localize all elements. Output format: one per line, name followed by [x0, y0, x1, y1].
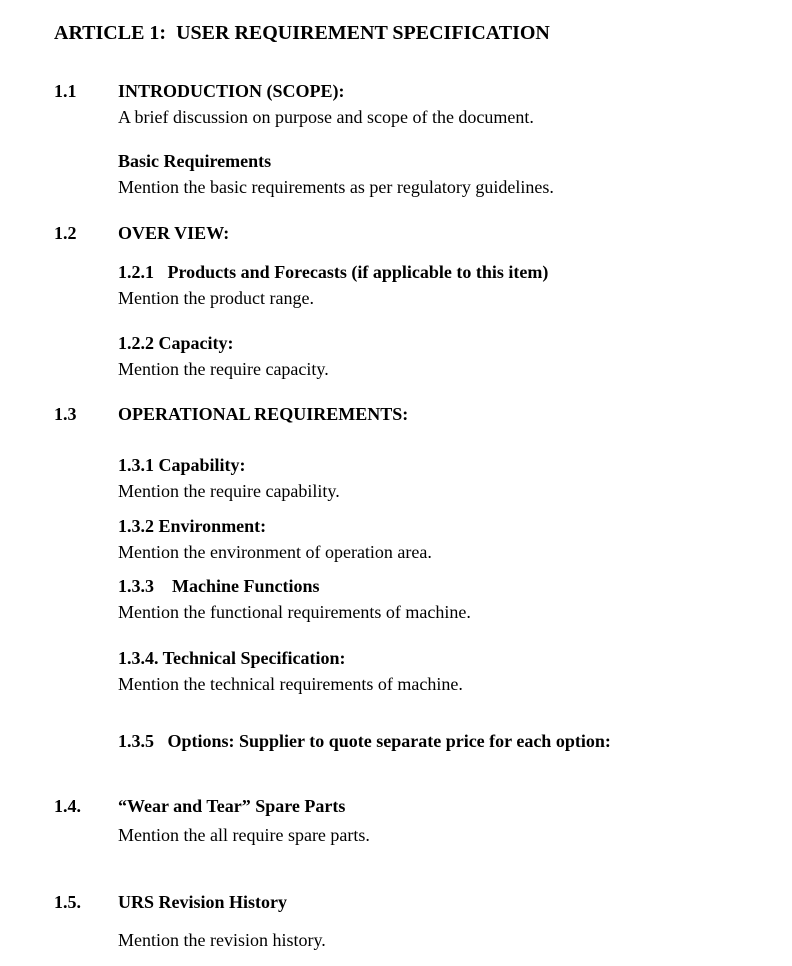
subsection-body: Mention the environment of operation area.	[118, 542, 432, 562]
section-1-4	[54, 793, 762, 819]
subsection-1-3-5	[118, 728, 762, 754]
subsection-heading: 1.3.2 Environment:	[118, 516, 267, 536]
section-number: 1.5.	[54, 892, 81, 912]
section-body: Mention the all require spare parts.	[118, 825, 370, 845]
section-body: Mention the revision history.	[118, 930, 326, 950]
subsection-body: Mention the require capacity.	[118, 359, 329, 379]
document-title: ARTICLE 1: USER REQUIREMENT SPECIFICATION	[54, 22, 550, 44]
subsection-1-3-1	[118, 452, 762, 504]
subsection-1-2-1	[118, 259, 762, 311]
subsection-body: Mention the technical requirements of machine.	[118, 674, 463, 694]
section-1-1	[54, 78, 762, 104]
section-body: A brief discussion on purpose and scope of the document.	[118, 107, 534, 127]
section-number: 1.2	[54, 223, 77, 243]
section-1-3	[54, 401, 762, 427]
subsection-1-2-2	[118, 330, 762, 382]
subsection-1-3-2	[118, 513, 762, 565]
subsection-heading: 1.3.4. Technical Specification:	[118, 648, 346, 668]
section-number: 1.4.	[54, 796, 81, 816]
section-heading: URS Revision History	[118, 892, 288, 912]
subsection-heading: 1.2.1 Products and Forecasts (if applicable to this item)	[118, 262, 549, 282]
subsection-body: Mention the basic requirements as per regulatory guidelines.	[118, 177, 554, 197]
section-number: 1.1	[54, 81, 77, 101]
subsection-basic-requirements	[118, 148, 762, 200]
subsection-1-3-4	[118, 645, 762, 697]
subsection-heading: Basic Requirements	[118, 151, 272, 171]
section-heading: OPERATIONAL REQUIREMENTS:	[118, 404, 409, 424]
section-1-5	[54, 889, 762, 915]
section-1-2	[54, 220, 762, 246]
section-number: 1.3	[54, 404, 77, 424]
subsection-heading: 1.3.3 Machine Functions	[118, 576, 320, 596]
section-heading: “Wear and Tear” Spare Parts	[118, 796, 346, 816]
subsection-heading: 1.3.1 Capability:	[118, 455, 246, 475]
subsection-body: Mention the product range.	[118, 288, 314, 308]
subsection-heading: 1.2.2 Capacity:	[118, 333, 234, 353]
subsection-1-3-3	[118, 573, 762, 625]
subsection-body: Mention the functional requirements of machine.	[118, 602, 471, 622]
subsection-body: Mention the require capability.	[118, 481, 340, 501]
subsection-heading: 1.3.5 Options: Supplier to quote separate price for each option:	[118, 731, 611, 751]
section-heading: OVER VIEW:	[118, 223, 230, 243]
section-heading: INTRODUCTION (SCOPE):	[118, 81, 345, 101]
